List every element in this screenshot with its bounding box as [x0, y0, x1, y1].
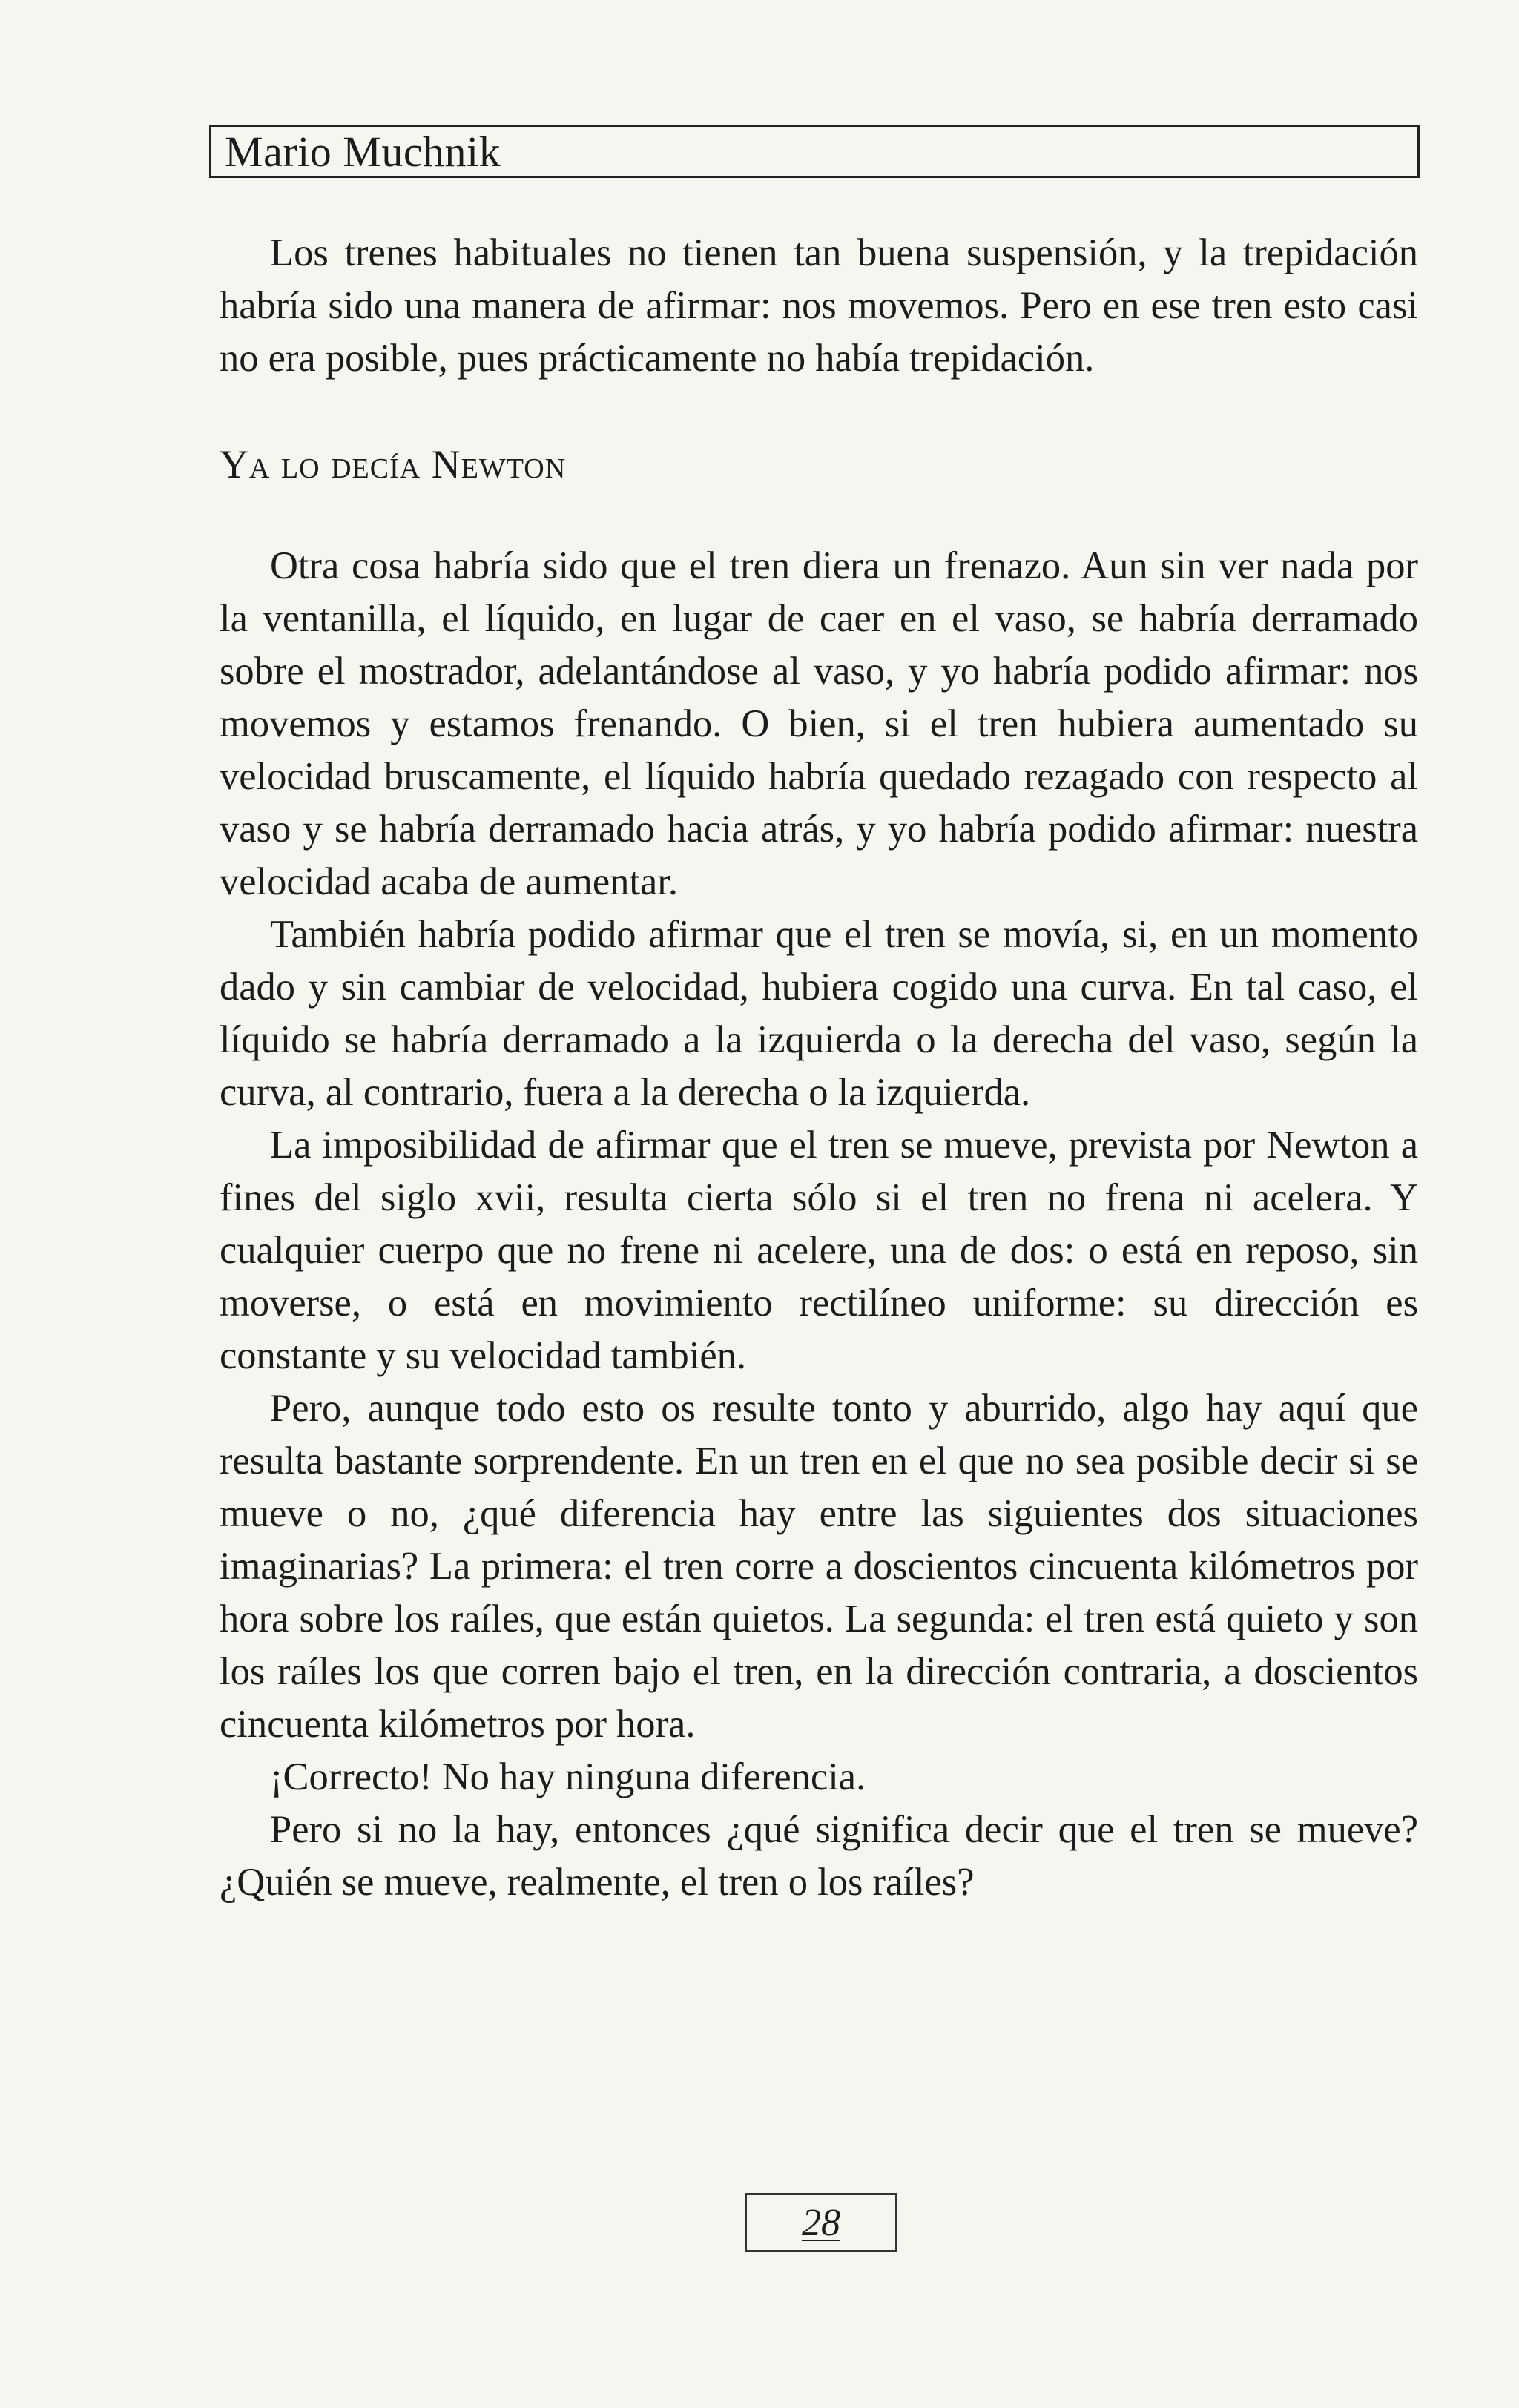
paragraph-1: Otra cosa habría sido que el tren diera un frenazo. Aun sin ver nada por la ventanilla, el líquido, en lugar de caer en el vaso, se habría derramado sobre el mostrador, adelantándose al vaso, y yo habría podido afirmar: nos movemos y estamos frenando. O bien, si el tren hubiera aumentado su velocidad bruscamente, el líquido habría quedado rezagado con respecto al vaso y se habría derramado hacia atrás, y yo habría podido afirmar: nuestra velocidad acaba de aumentar.	[220, 544, 1418, 903]
paragraph-6: Pero si no la hay, entonces ¿qué significa decir que el tren se mueve? ¿Quién se mueve, realmente, el tren o los raíles?	[220, 1808, 1418, 1904]
intro-paragraph: Los trenes habituales no tienen tan buena suspensión, y la trepidación habría sido una manera de afirmar: nos movemos. Pero en ese tren esto casi no era posible, pues prácticamente no había trepidación.	[220, 231, 1418, 380]
page-number-box	[745, 2193, 897, 2252]
running-head-title: Mario Muchnik	[225, 127, 501, 176]
main-text	[220, 227, 1418, 1909]
section-heading: Ya lo decía Newton	[220, 442, 567, 486]
running-head-box	[209, 125, 1420, 178]
page-number: 28	[802, 2201, 840, 2244]
paragraph-2: También habría podido afirmar que el tren se movía, si, en un momento dado y sin cambiar de velocidad, hubiera cogido una curva. En tal caso, el líquido se habría derramado a la izquierda o la derecha del vaso, según la curva, al contrario, fuera a la derecha o la izquierda.	[220, 913, 1418, 1114]
paragraph-3: La imposibilidad de afirmar que el tren se mueve, prevista por Newton a fines del siglo xvii, resulta cierta sólo si el tren no frena ni acelera. Y cualquier cuerpo que no frene ni acelere, una de dos: o está en reposo, sin moverse, o está en movimiento rectilíneo uniforme: su dirección es constante y su velocidad también.	[220, 1124, 1418, 1377]
paragraph-4: Pero, aunque todo esto os resulte tonto y aburrido, algo hay aquí que resulta bastante sorprendente. En un tren en el que no sea posible decir si se mueve o no, ¿qué diferencia hay entre las siguientes dos situaciones imaginarias? La primera: el tren corre a doscientos cincuenta kilómetros por hora sobre los raíles, que están quietos. La segunda: el tren está quieto y son los raíles los que corren bajo el tren, en la dirección contraria, a doscientos cincuenta kilómetros por hora.	[220, 1387, 1418, 1746]
paragraph-5: ¡Correcto! No hay ninguna diferencia.	[270, 1755, 866, 1798]
